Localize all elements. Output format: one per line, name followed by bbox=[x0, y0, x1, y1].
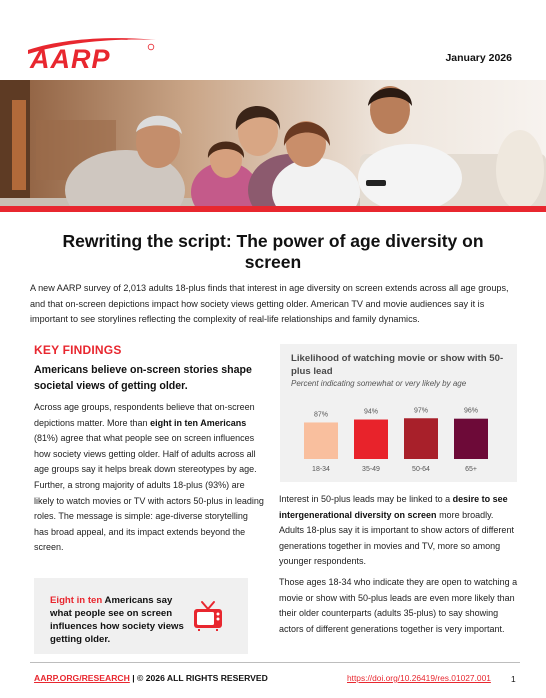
category-label-35-49: 35-49 bbox=[362, 466, 380, 473]
aarp-logo bbox=[24, 30, 164, 70]
footer-divider bbox=[30, 662, 520, 663]
callout-rest: Americans say what people see on screen influences how society views getting older. bbox=[50, 595, 184, 645]
issue-date: January 2026 bbox=[445, 52, 512, 64]
bar-50-64 bbox=[404, 418, 438, 459]
footer-left bbox=[34, 673, 268, 683]
right-paragraph-2: Those ages 18-34 who indicate they are open to watching a movie or show with 50-plus leads are even more likely than their older counterparts (adults 35-plus) to say showing actors of different generations together is very important. bbox=[279, 577, 518, 634]
bar-18-34 bbox=[304, 422, 338, 459]
bar-35-49 bbox=[354, 420, 388, 459]
category-label-65+: 65+ bbox=[465, 466, 477, 473]
intro-paragraph: A new AARP survey of 2,013 adults 18-plus finds that interest in age diversity on screen extends across all age groups, and that on-screen depictions impact how society views getting older. American TV and movie audiences say it is important to see storylines reflecting the complexity of real-life relationships and family dynamics. bbox=[30, 283, 509, 324]
bar-chart bbox=[280, 344, 517, 482]
right-paragraph-1 bbox=[279, 492, 519, 570]
kf-body-bold: eight in ten Americans bbox=[150, 417, 247, 428]
data-label-35-49: 94% bbox=[363, 408, 379, 416]
rp1-start: Interest in 50-plus leads may be linked to a bbox=[279, 494, 453, 504]
chart-subtitle: Percent indicating somewhat or very likely by age bbox=[291, 379, 467, 388]
svg-text:AARP: AARP bbox=[30, 44, 111, 70]
category-label-18-34: 18-34 bbox=[312, 466, 330, 473]
rp1-end: more broadly. Adults 18-plus say it is important to show actors of different generations together in movies and TV, more so among younger respondents. bbox=[279, 509, 514, 567]
callout-highlight: Eight in ten bbox=[50, 595, 103, 606]
doi-link[interactable]: https://doi.org/10.26419/res.01027.001 bbox=[347, 673, 491, 683]
category-label-50-64: 50-64 bbox=[412, 466, 430, 473]
page-number: 1 bbox=[511, 674, 516, 684]
bar-65+ bbox=[454, 419, 488, 459]
key-findings-heading: KEY FINDINGS bbox=[34, 343, 122, 357]
tv-icon bbox=[192, 600, 224, 637]
key-findings-body bbox=[34, 400, 264, 556]
data-label-65+: 96% bbox=[463, 407, 479, 415]
kf-body-part-2: (81%) agree that what people see on screen influences how society views getting older. Half of adults across all age groups say it helps break down stereotypes by age. Further, a strong majority of adults 18-plus (93%) are likely to watch movies or TV with actors 50-plus in leading roles. The message is simple: age-diverse storytelling has broad appeal, and its impact extends beyond the screen. bbox=[34, 433, 264, 553]
chart-panel bbox=[280, 344, 517, 482]
page-title: Rewriting the script: The power of age diversity on screen bbox=[62, 231, 484, 272]
chart-title: Likelihood of watching movie or show with 50-plus lead bbox=[291, 353, 504, 377]
data-label-18-34: 87% bbox=[313, 411, 329, 419]
research-link[interactable]: AARP.ORG/RESEARCH bbox=[34, 673, 130, 683]
key-findings-subheading: Americans believe on-screen stories shape societal views of getting older. bbox=[34, 364, 252, 392]
rp1-bold: desire to see intergenerational diversity on screen bbox=[279, 494, 508, 520]
callout-text bbox=[50, 594, 190, 646]
kf-body-part-1: Across age groups, respondents believe that on-screen depictions matter. More than bbox=[34, 402, 255, 428]
footer-rights: | © 2026 ALL RIGHTS RESERVED bbox=[129, 673, 268, 683]
data-label-50-64: 97% bbox=[413, 407, 429, 415]
callout-box bbox=[34, 578, 248, 654]
hero-family-photo bbox=[0, 80, 546, 212]
